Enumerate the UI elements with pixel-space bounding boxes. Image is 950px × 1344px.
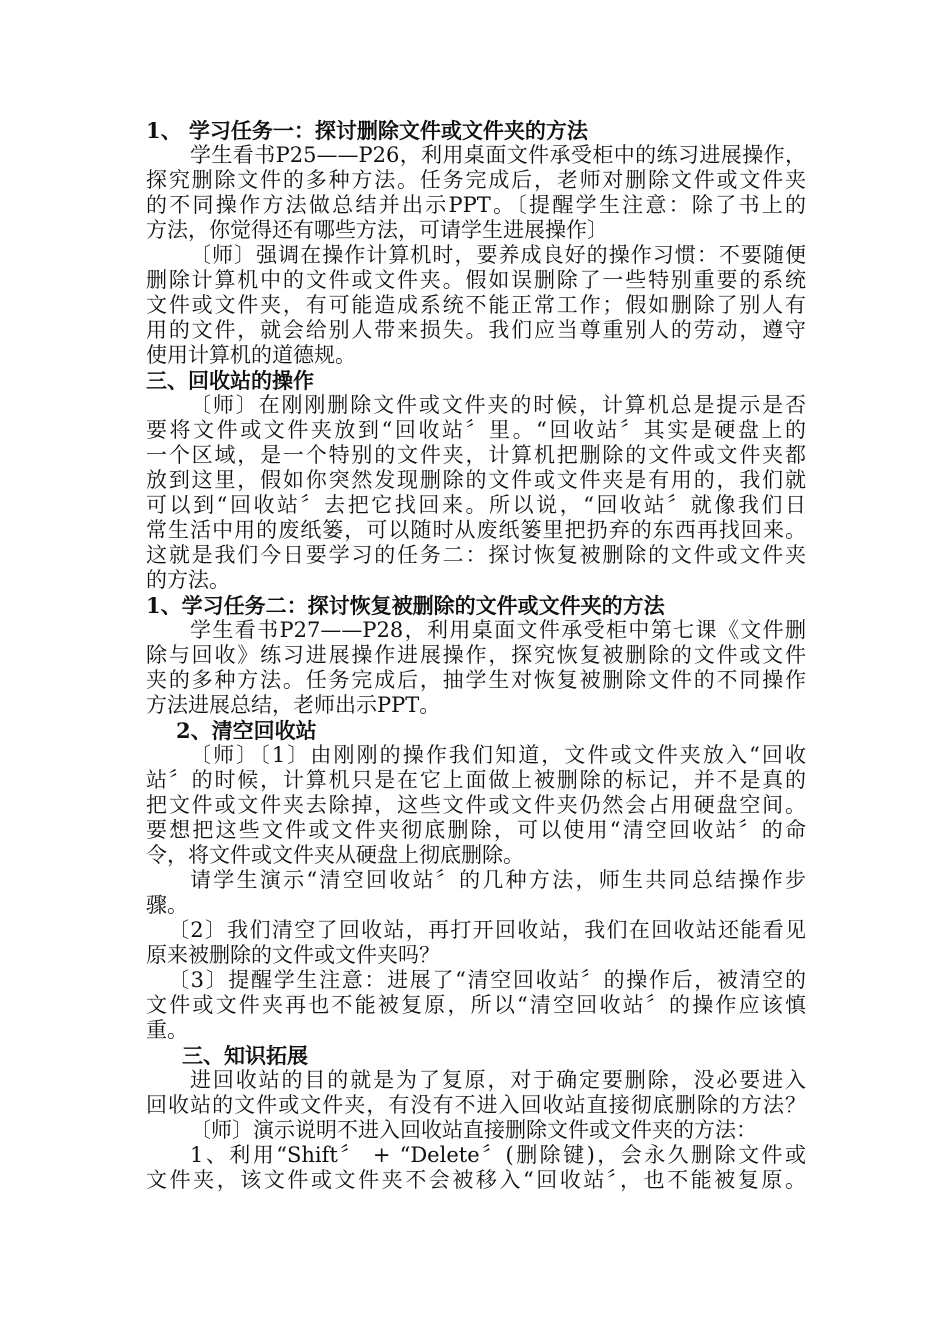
paragraph-line: 〔3〕提醒学生注意：进展了“清空回收站〞的操作后，被清空的 [168,968,806,992]
paragraph-line: 方法，你觉得还有哪些方法，可请学生进展操作〕 [146,218,608,242]
paragraph-line: 要将文件或文件夹放到“回收站〞里。“回收站〞其实是硬盘上的 [146,418,806,442]
paragraph-line: 进回收站的目的就是为了复原，对于确定要删除，没必要进入 [190,1068,806,1092]
paragraph-line: 把文件或文件夹去除掉，这些文件或文件夹仍然会占用硬盘空间。 [146,793,806,817]
paragraph-line: 方法进展总结，老师出示PPT。 [146,693,441,717]
heading-task-one: 1、 学习任务一：探讨删除文件或文件夹的方法 [146,118,588,143]
paragraph-line: 要想把这些文件或文件夹彻底删除，可以使用“清空回收站〞的命 [146,818,806,842]
paragraph-line: 除与回收》练习进展操作进展操作，探究恢复被删除的文件或文件 [146,643,806,667]
paragraph-line: 文件夹，该文件或文件夹不会被移入“回收站〞，也不能被复原。 [146,1168,806,1192]
paragraph-line: 原来被删除的文件或文件夹吗？ [146,943,440,967]
paragraph-line: 常生活中用的废纸篓，可以随时从废纸篓里把扔弃的东西再找回来。 [146,518,806,542]
paragraph-line: 〔师〕演示说明不进入回收站直接删除文件或文件夹的方法： [190,1118,757,1142]
paragraph-line: 令，将文件或文件夹从硬盘上彻底删除。 [146,843,524,867]
paragraph-line: 骤。 [146,893,188,917]
paragraph-line: 可以到“回收站〞去把它找回来。所以说，“回收站〞就像我们日 [146,493,806,517]
heading-knowledge-extension: 三、知识拓展 [182,1043,308,1068]
heading-empty-recycle-bin: 2、清空回收站 [176,718,317,743]
paragraph-line: 学生看书P27——P28，利用桌面文件承受柜中第七课《文件删 [190,618,806,642]
paragraph-line: 重。 [146,1018,188,1042]
paragraph-line: 〔师〕强调在操作计算机时，要养成良好的操作习惯：不要随便 [190,243,806,267]
paragraph-line: 使用计算机的道德规。 [146,343,356,367]
paragraph-line: 请学生演示“清空回收站〞的几种方法，师生共同总结操作步 [190,868,806,892]
paragraph-line: 探究删除文件的多种方法。任务完成后，老师对删除文件或文件夹 [146,168,806,192]
paragraph-line: 〔师〕在刚刚删除文件或文件夹的时候，计算机总是提示是否 [190,393,806,417]
paragraph-line: 一个区域，是一个特别的文件夹，计算机把删除的文件或文件夹都 [146,443,806,467]
paragraph-line: 这就是我们今日要学习的任务二：探讨恢复被删除的文件或文件夹 [146,543,806,567]
paragraph-line: 学生看书P25——P26，利用桌面文件承受柜中的练习进展操作， [190,143,806,167]
paragraph-line: 的方法。 [146,568,230,592]
paragraph-line: 文件或文件夹，有可能造成系统不能正常工作；假如删除了别人有 [146,293,806,317]
paragraph-line: 〔2〕我们清空了回收站，再打开回收站，我们在回收站还能看见 [168,918,806,942]
paragraph-line: 用的文件，就会给别人带来损失。我们应当尊重别人的劳动，遵守 [146,318,806,342]
paragraph-line: 夹的多种方法。任务完成后，抽学生对恢复被删除文件的不同操作 [146,668,806,692]
heading-recycle-bin: 三、回收站的操作 [146,368,314,393]
paragraph-line: 回收站的文件或文件夹，有没有不进入回收站直接彻底删除的方法？ [146,1093,806,1117]
paragraph-line: 站〞的时候，计算机只是在它上面做上被删除的标记，并不是真的 [146,768,806,792]
paragraph-line: 放到这里，假如你突然发现删除的文件或文件夹是有用的，我们就 [146,468,806,492]
paragraph-line: 的不同操作方法做总结并出示PPT。〔提醒学生注意：除了书上的 [146,193,806,217]
paragraph-line: 1、利用“Shift〞 + “Delete〞(删除键)，会永久删除文件或 [190,1143,806,1167]
heading-task-two: 1、学习任务二：探讨恢复被删除的文件或文件夹的方法 [146,593,665,618]
paragraph-line: 文件或文件夹再也不能被复原，所以“清空回收站〞的操作应该慎 [146,993,806,1017]
paragraph-line: 删除计算机中的文件或文件夹。假如误删除了一些特别重要的系统 [146,268,806,292]
paragraph-line: 〔师〕〔1〕由刚刚的操作我们知道，文件或文件夹放入“回收 [190,743,806,767]
document-page [146,118,806,1193]
